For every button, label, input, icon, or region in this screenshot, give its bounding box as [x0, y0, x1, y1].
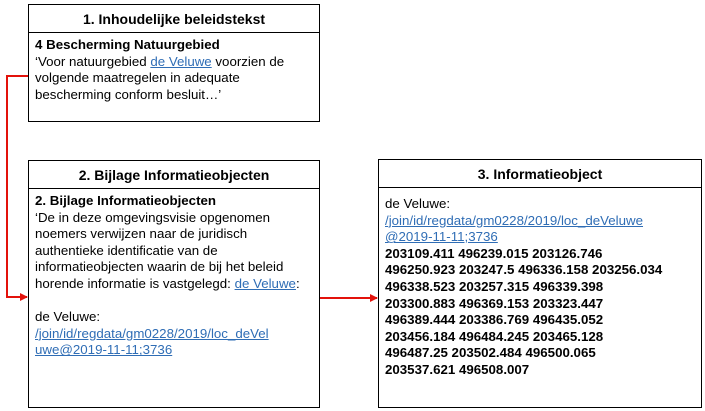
- de-veluwe-link[interactable]: de Veluwe: [234, 275, 296, 291]
- bijlage-ref-label: de Veluwe:: [35, 309, 101, 325]
- coordinate-line: 496250.923 203247.5 496336.158 203256.034: [385, 262, 663, 278]
- beleidstekst-text-before: ‘Voor natuurgebied: [35, 53, 151, 69]
- informatieobject-ref-label: de Veluwe:: [385, 196, 451, 211]
- informatieobject-ref-link-line1[interactable]: /join/id/regdata/gm0228/2019/loc_deVeluwe: [385, 212, 644, 228]
- coordinate-line: 496487.25 203502.484 496500.065: [385, 345, 596, 361]
- informatieobject-title: 3. Informatieobject: [379, 160, 701, 188]
- coordinate-line: 496338.523 203257.315 496339.398: [385, 278, 604, 294]
- bijlage-ref-link-line2[interactable]: uwe@2019-11-11;3736: [35, 342, 173, 358]
- coordinate-line: 496389.444 203386.769 496435.052: [385, 312, 604, 328]
- coordinate-line: 203300.883 496369.153 203323.447: [385, 295, 604, 311]
- bijlage-text-after: :: [295, 275, 300, 291]
- beleidstekst-text-after: voorzien de volgende maatregelen in adequate bescherming conform besluit…’: [35, 53, 285, 102]
- beleidstekst-heading: 4 Bescherming Natuurgebied: [35, 37, 220, 52]
- informatieobject-ref-link-line2[interactable]: @2019-11-11;3736: [385, 229, 498, 245]
- bijlage-text-before: ‘De in deze omgevingsvisie opgenomen noemers verwijzen naar de juridisch authentieke identificatie van de informatieobjecten waarin de bij het beleid horende informatie is vastgelegd:: [35, 209, 284, 291]
- coordinate-line: 203109.411 496239.015 203126.746: [385, 245, 603, 261]
- de-veluwe-link[interactable]: de Veluwe: [150, 53, 212, 69]
- bijlage-ref-link-line1[interactable]: /join/id/regdata/gm0228/2019/loc_deVel: [35, 325, 269, 341]
- coordinate-line: 203537.621 496508.007: [385, 361, 530, 377]
- arrow-box1-to-box2: [7, 76, 28, 297]
- coordinate-line: 203456.184 496484.245 203465.128: [385, 328, 604, 344]
- bijlage-heading: 2. Bijlage Informatieobjecten: [35, 193, 217, 208]
- beleidstekst-title: 1. Inhoudelijke beleidstekst: [29, 5, 319, 33]
- bijlage-title: 2. Bijlage Informatieobjecten: [29, 161, 319, 189]
